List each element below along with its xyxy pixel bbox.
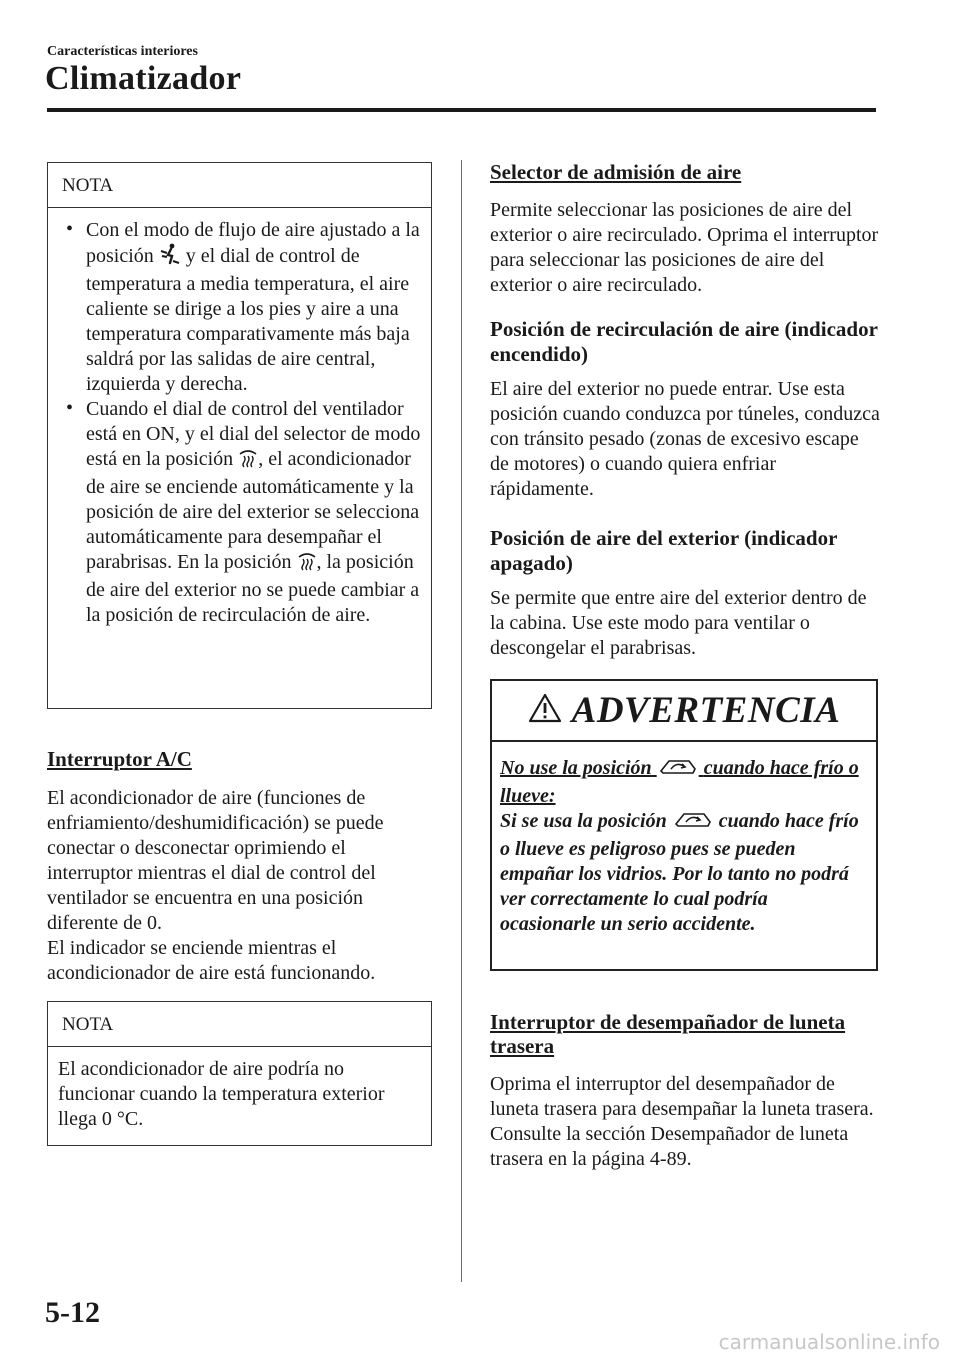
outside-section bbox=[490, 526, 880, 661]
paragraph: Permite seleccionar las posiciones de aire del exterior o aire recirculado. Oprima el interruptor para seleccionar las posiciones de aire del exterior o aire recirculado. bbox=[490, 199, 879, 296]
warning-lead bbox=[500, 756, 868, 809]
bullet: • bbox=[66, 397, 74, 419]
recirculation-icon bbox=[657, 757, 699, 784]
page-title: Climatizador bbox=[45, 60, 242, 97]
section-heading: Posición de recirculación de aire (indicador encendido) bbox=[490, 317, 878, 366]
section-heading: Interruptor A/C bbox=[47, 747, 192, 771]
warning-text: Si se usa la posición bbox=[500, 810, 667, 832]
section-heading: Posición de aire del exterior (indicador apagado) bbox=[490, 526, 838, 575]
recirc-section bbox=[490, 317, 880, 502]
note-list bbox=[48, 208, 431, 638]
section-label: Características interiores bbox=[47, 44, 198, 59]
warning-title: ADVERTENCIA bbox=[571, 690, 841, 731]
paragraph: El acondicionador de aire (funciones de enfriamiento/deshumidificación) se puede conectar o desconectar oprimiendo el interruptor mientras el dial de control del ventilador se encuentra en una posición diferente de 0. bbox=[47, 787, 384, 934]
note-box-ac bbox=[47, 1001, 432, 1146]
ac-section bbox=[47, 747, 432, 986]
column-divider bbox=[461, 160, 462, 1282]
watermark: carmanualsonline.info bbox=[718, 1330, 940, 1354]
recirculation-icon bbox=[672, 810, 714, 837]
paragraph: El aire del exterior no puede entrar. Use esta posición cuando conduzca por túneles, conduzca con tránsito pesado (zonas de excesivo escape de motores) o cuando quiera enfriar rápidamente. bbox=[490, 378, 880, 500]
note-text: , el acondicionador de aire se enciende automáticamente y la posición de aire del exterior se selecciona automáticamente para desempañar el parabrisas. En la posición bbox=[86, 448, 420, 573]
note-title: NOTA bbox=[48, 163, 431, 208]
warning-triangle-icon bbox=[528, 693, 562, 728]
paragraph: Se permite que entre aire del exterior dentro de la cabina. Use este modo para ventilar o descongelar el parabrisas. bbox=[490, 587, 867, 659]
warning-box bbox=[490, 679, 878, 971]
warning-body bbox=[492, 742, 876, 937]
intake-section bbox=[490, 160, 880, 298]
warning-paragraph bbox=[500, 809, 868, 937]
section-heading: Selector de admisión de aire bbox=[490, 160, 742, 184]
feet-airflow-icon bbox=[159, 243, 181, 272]
note-box-mode bbox=[47, 162, 432, 709]
paragraph: Oprima el interruptor del desempañador de luneta trasera para desempañar la luneta trasera. bbox=[490, 1073, 874, 1120]
note-text: Con el modo de flujo de aire ajustado a la posición bbox=[86, 219, 420, 267]
section-heading: Interruptor de desempañador de luneta trasera bbox=[490, 1010, 846, 1058]
note-text: Cuando el dial de control del ventilador está en ON, y el dial del selector de modo está en la posición bbox=[86, 398, 421, 470]
note-text: , la posición de aire del exterior no se puede cambiar a la posición de recirculación de aire. bbox=[86, 551, 420, 626]
paragraph: Consulte la sección Desempañador de luneta trasera en la página 4-89. bbox=[490, 1123, 849, 1170]
bullet: • bbox=[66, 218, 74, 240]
warning-text: cuando hace frío o llueve es peligroso pues se pueden empañar los vidrios. Por lo tanto no podrá ver correctamente lo cual podría ocasionarle un serio accidente. bbox=[500, 810, 859, 935]
warning-text: No use la posición bbox=[500, 757, 652, 779]
warning-header bbox=[492, 681, 876, 742]
windshield-defrost-icon bbox=[297, 551, 317, 578]
note-item bbox=[62, 397, 421, 628]
paragraph: El indicador se enciende mientras el acondicionador de aire está funcionando. bbox=[47, 937, 376, 984]
note-text: El acondicionador de aire podría no funcionar cuando la temperatura exterior llega 0 °C. bbox=[58, 1058, 385, 1130]
page-number: 5-12 bbox=[45, 1296, 100, 1329]
note-title: NOTA bbox=[48, 1002, 431, 1047]
note-item bbox=[62, 218, 421, 397]
note-text: y el dial de control de temperatura a media temperatura, el aire caliente se dirige a los pies y aire a una temperatura comparativamente más baja saldrá por las salidas de aire central, izquierda y derecha. bbox=[86, 245, 410, 395]
warning-text: cuando hace frío o llueve: bbox=[500, 757, 859, 807]
title-rule bbox=[47, 108, 876, 112]
rear-defogger-section bbox=[490, 1010, 880, 1172]
windshield-defrost-icon bbox=[238, 448, 258, 475]
